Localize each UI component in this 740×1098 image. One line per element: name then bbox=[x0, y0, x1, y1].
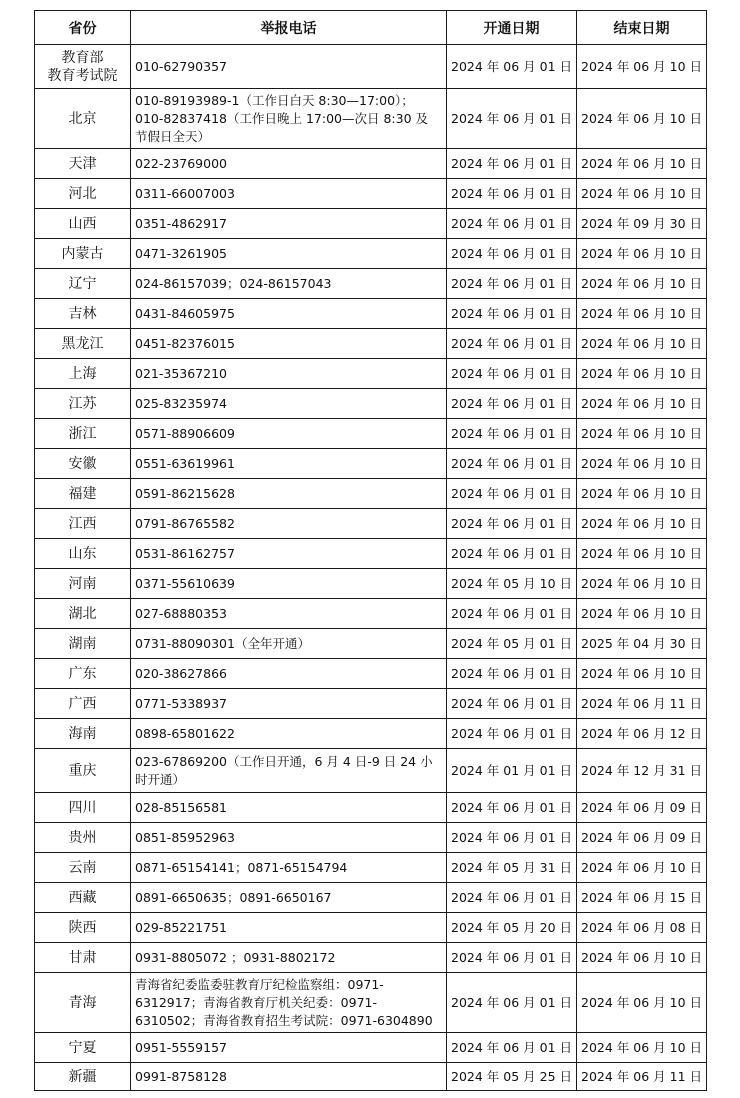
start-date-cell: 2024 年 06 月 01 日 bbox=[447, 329, 577, 359]
table-row bbox=[35, 539, 707, 569]
start-date-cell: 2024 年 06 月 01 日 bbox=[447, 689, 577, 719]
phone-cell: 021-35367210 bbox=[131, 359, 447, 389]
phone-cell: 0891-6650635；0891-6650167 bbox=[131, 883, 447, 913]
table-row bbox=[35, 89, 707, 149]
phone-cell: 0451-82376015 bbox=[131, 329, 447, 359]
end-date-cell: 2024 年 06 月 10 日 bbox=[577, 943, 707, 973]
province-cell: 四川 bbox=[35, 793, 131, 823]
province-cell: 黑龙江 bbox=[35, 329, 131, 359]
table-row bbox=[35, 359, 707, 389]
end-date-cell: 2024 年 06 月 08 日 bbox=[577, 913, 707, 943]
header-start-date: 开通日期 bbox=[447, 11, 577, 45]
end-date-cell: 2024 年 06 月 12 日 bbox=[577, 719, 707, 749]
phone-cell: 0351-4862917 bbox=[131, 209, 447, 239]
end-date-cell: 2024 年 06 月 10 日 bbox=[577, 269, 707, 299]
end-date-cell: 2024 年 06 月 11 日 bbox=[577, 689, 707, 719]
table-row bbox=[35, 179, 707, 209]
phone-cell: 0571-88906609 bbox=[131, 419, 447, 449]
province-cell: 甘肃 bbox=[35, 943, 131, 973]
table-row bbox=[35, 329, 707, 359]
table-row bbox=[35, 599, 707, 629]
province-cell: 云南 bbox=[35, 853, 131, 883]
end-date-cell: 2024 年 06 月 10 日 bbox=[577, 389, 707, 419]
province-cell: 广西 bbox=[35, 689, 131, 719]
phone-cell: 028-85156581 bbox=[131, 793, 447, 823]
hotline-table bbox=[34, 10, 707, 1091]
end-date-cell: 2025 年 04 月 30 日 bbox=[577, 629, 707, 659]
table-row bbox=[35, 749, 707, 793]
province-cell: 青海 bbox=[35, 973, 131, 1033]
phone-cell: 024-86157039；024-86157043 bbox=[131, 269, 447, 299]
table-row bbox=[35, 659, 707, 689]
province-cell: 北京 bbox=[35, 89, 131, 149]
phone-cell: 0951-5559157 bbox=[131, 1033, 447, 1063]
end-date-cell: 2024 年 06 月 10 日 bbox=[577, 539, 707, 569]
table-row bbox=[35, 1063, 707, 1091]
end-date-cell: 2024 年 06 月 10 日 bbox=[577, 659, 707, 689]
start-date-cell: 2024 年 06 月 01 日 bbox=[447, 209, 577, 239]
start-date-cell: 2024 年 06 月 01 日 bbox=[447, 149, 577, 179]
start-date-cell: 2024 年 06 月 01 日 bbox=[447, 1033, 577, 1063]
table-row bbox=[35, 973, 707, 1033]
end-date-cell: 2024 年 06 月 15 日 bbox=[577, 883, 707, 913]
end-date-cell: 2024 年 06 月 10 日 bbox=[577, 149, 707, 179]
province-cell: 湖北 bbox=[35, 599, 131, 629]
phone-cell: 0771-5338937 bbox=[131, 689, 447, 719]
table-row bbox=[35, 449, 707, 479]
phone-cell: 010-89193989-1（工作日白天 8:30—17:00）；010-82837418（工作日晚上 17:00—次日 8:30 及节假日全天） bbox=[131, 89, 447, 149]
start-date-cell: 2024 年 06 月 01 日 bbox=[447, 793, 577, 823]
table-body bbox=[35, 45, 707, 1091]
document-page bbox=[34, 10, 706, 1091]
end-date-cell: 2024 年 06 月 10 日 bbox=[577, 569, 707, 599]
table-row bbox=[35, 299, 707, 329]
table-row bbox=[35, 719, 707, 749]
phone-cell: 0311-66007003 bbox=[131, 179, 447, 209]
phone-cell: 010-62790357 bbox=[131, 45, 447, 89]
phone-cell: 0531-86162757 bbox=[131, 539, 447, 569]
province-cell: 浙江 bbox=[35, 419, 131, 449]
start-date-cell: 2024 年 06 月 01 日 bbox=[447, 823, 577, 853]
start-date-cell: 2024 年 06 月 01 日 bbox=[447, 89, 577, 149]
table-row bbox=[35, 853, 707, 883]
end-date-cell: 2024 年 06 月 10 日 bbox=[577, 45, 707, 89]
province-cell: 湖南 bbox=[35, 629, 131, 659]
phone-cell: 020-38627866 bbox=[131, 659, 447, 689]
start-date-cell: 2024 年 05 月 01 日 bbox=[447, 629, 577, 659]
end-date-cell: 2024 年 06 月 10 日 bbox=[577, 419, 707, 449]
province-cell: 河北 bbox=[35, 179, 131, 209]
end-date-cell: 2024 年 06 月 11 日 bbox=[577, 1063, 707, 1091]
start-date-cell: 2024 年 01 月 01 日 bbox=[447, 749, 577, 793]
province-cell: 山东 bbox=[35, 539, 131, 569]
phone-cell: 0591-86215628 bbox=[131, 479, 447, 509]
end-date-cell: 2024 年 06 月 10 日 bbox=[577, 1033, 707, 1063]
phone-cell: 0551-63619961 bbox=[131, 449, 447, 479]
end-date-cell: 2024 年 06 月 10 日 bbox=[577, 509, 707, 539]
phone-cell: 0791-86765582 bbox=[131, 509, 447, 539]
province-cell: 天津 bbox=[35, 149, 131, 179]
start-date-cell: 2024 年 06 月 01 日 bbox=[447, 449, 577, 479]
province-cell: 重庆 bbox=[35, 749, 131, 793]
end-date-cell: 2024 年 06 月 10 日 bbox=[577, 299, 707, 329]
end-date-cell: 2024 年 06 月 10 日 bbox=[577, 329, 707, 359]
province-cell: 江苏 bbox=[35, 389, 131, 419]
table-row bbox=[35, 269, 707, 299]
table-row bbox=[35, 943, 707, 973]
phone-cell: 023-67869200（工作日开通，6 月 4 日-9 日 24 小时开通） bbox=[131, 749, 447, 793]
header-province: 省份 bbox=[35, 11, 131, 45]
phone-cell: 0471-3261905 bbox=[131, 239, 447, 269]
start-date-cell: 2024 年 05 月 10 日 bbox=[447, 569, 577, 599]
start-date-cell: 2024 年 05 月 25 日 bbox=[447, 1063, 577, 1091]
start-date-cell: 2024 年 06 月 01 日 bbox=[447, 239, 577, 269]
province-cell: 西藏 bbox=[35, 883, 131, 913]
province-cell: 江西 bbox=[35, 509, 131, 539]
phone-cell: 027-68880353 bbox=[131, 599, 447, 629]
start-date-cell: 2024 年 06 月 01 日 bbox=[447, 883, 577, 913]
province-cell: 山西 bbox=[35, 209, 131, 239]
phone-cell: 0851-85952963 bbox=[131, 823, 447, 853]
phone-cell: 0731-88090301（全年开通） bbox=[131, 629, 447, 659]
phone-cell: 0898-65801622 bbox=[131, 719, 447, 749]
phone-cell: 022-23769000 bbox=[131, 149, 447, 179]
table-row bbox=[35, 209, 707, 239]
table-row bbox=[35, 45, 707, 89]
end-date-cell: 2024 年 06 月 10 日 bbox=[577, 89, 707, 149]
table-row bbox=[35, 883, 707, 913]
end-date-cell: 2024 年 06 月 10 日 bbox=[577, 973, 707, 1033]
table-header-row bbox=[35, 11, 707, 45]
table-row bbox=[35, 149, 707, 179]
province-cell: 河南 bbox=[35, 569, 131, 599]
start-date-cell: 2024 年 05 月 31 日 bbox=[447, 853, 577, 883]
start-date-cell: 2024 年 06 月 01 日 bbox=[447, 539, 577, 569]
end-date-cell: 2024 年 06 月 09 日 bbox=[577, 793, 707, 823]
end-date-cell: 2024 年 12 月 31 日 bbox=[577, 749, 707, 793]
start-date-cell: 2024 年 06 月 01 日 bbox=[447, 659, 577, 689]
province-cell: 新疆 bbox=[35, 1063, 131, 1091]
province-cell: 陕西 bbox=[35, 913, 131, 943]
start-date-cell: 2024 年 05 月 20 日 bbox=[447, 913, 577, 943]
phone-cell: 0871-65154141；0871-65154794 bbox=[131, 853, 447, 883]
province-cell: 宁夏 bbox=[35, 1033, 131, 1063]
table-row bbox=[35, 239, 707, 269]
header-phone: 举报电话 bbox=[131, 11, 447, 45]
province-cell: 吉林 bbox=[35, 299, 131, 329]
province-cell: 内蒙古 bbox=[35, 239, 131, 269]
start-date-cell: 2024 年 06 月 01 日 bbox=[447, 599, 577, 629]
table-row bbox=[35, 823, 707, 853]
province-cell: 上海 bbox=[35, 359, 131, 389]
province-cell: 海南 bbox=[35, 719, 131, 749]
start-date-cell: 2024 年 06 月 01 日 bbox=[447, 299, 577, 329]
start-date-cell: 2024 年 06 月 01 日 bbox=[447, 179, 577, 209]
table-row bbox=[35, 629, 707, 659]
table-row bbox=[35, 479, 707, 509]
end-date-cell: 2024 年 06 月 10 日 bbox=[577, 479, 707, 509]
province-cell: 安徽 bbox=[35, 449, 131, 479]
table-row bbox=[35, 569, 707, 599]
province-cell: 贵州 bbox=[35, 823, 131, 853]
table-row bbox=[35, 1033, 707, 1063]
phone-cell: 0371-55610639 bbox=[131, 569, 447, 599]
table-row bbox=[35, 913, 707, 943]
start-date-cell: 2024 年 06 月 01 日 bbox=[447, 719, 577, 749]
start-date-cell: 2024 年 06 月 01 日 bbox=[447, 973, 577, 1033]
start-date-cell: 2024 年 06 月 01 日 bbox=[447, 419, 577, 449]
province-cell: 广东 bbox=[35, 659, 131, 689]
phone-cell: 029-85221751 bbox=[131, 913, 447, 943]
phone-cell: 0991-8758128 bbox=[131, 1063, 447, 1091]
end-date-cell: 2024 年 06 月 10 日 bbox=[577, 239, 707, 269]
end-date-cell: 2024 年 06 月 10 日 bbox=[577, 599, 707, 629]
table-row bbox=[35, 793, 707, 823]
start-date-cell: 2024 年 06 月 01 日 bbox=[447, 269, 577, 299]
phone-cell: 青海省纪委监委驻教育厅纪检监察组：0971-6312917；青海省教育厅机关纪委：0971-6310502；青海省教育招生考试院：0971-6304890 bbox=[131, 973, 447, 1033]
start-date-cell: 2024 年 06 月 01 日 bbox=[447, 45, 577, 89]
end-date-cell: 2024 年 06 月 10 日 bbox=[577, 179, 707, 209]
province-cell: 教育部 教育考试院 bbox=[35, 45, 131, 89]
phone-cell: 025-83235974 bbox=[131, 389, 447, 419]
header-end-date: 结束日期 bbox=[577, 11, 707, 45]
province-cell: 辽宁 bbox=[35, 269, 131, 299]
end-date-cell: 2024 年 06 月 10 日 bbox=[577, 359, 707, 389]
phone-cell: 0931-8805072 ；0931-8802172 bbox=[131, 943, 447, 973]
end-date-cell: 2024 年 06 月 09 日 bbox=[577, 823, 707, 853]
start-date-cell: 2024 年 06 月 01 日 bbox=[447, 389, 577, 419]
start-date-cell: 2024 年 06 月 01 日 bbox=[447, 359, 577, 389]
phone-cell: 0431-84605975 bbox=[131, 299, 447, 329]
start-date-cell: 2024 年 06 月 01 日 bbox=[447, 509, 577, 539]
table-row bbox=[35, 419, 707, 449]
end-date-cell: 2024 年 06 月 10 日 bbox=[577, 449, 707, 479]
table-row bbox=[35, 689, 707, 719]
start-date-cell: 2024 年 06 月 01 日 bbox=[447, 479, 577, 509]
start-date-cell: 2024 年 06 月 01 日 bbox=[447, 943, 577, 973]
end-date-cell: 2024 年 09 月 30 日 bbox=[577, 209, 707, 239]
end-date-cell: 2024 年 06 月 10 日 bbox=[577, 853, 707, 883]
province-cell: 福建 bbox=[35, 479, 131, 509]
table-row bbox=[35, 389, 707, 419]
table-row bbox=[35, 509, 707, 539]
